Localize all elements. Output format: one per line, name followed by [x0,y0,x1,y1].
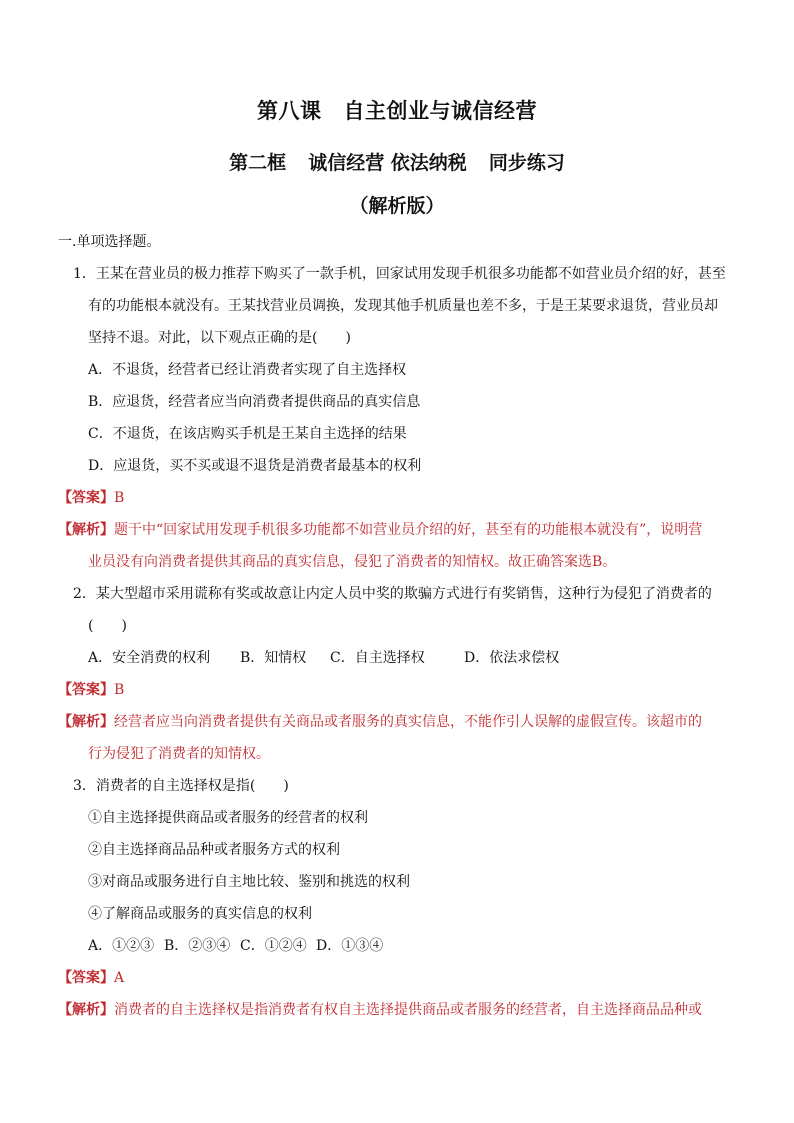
answer-label: 【答案】 [58,970,114,986]
section-name: 诚信经营 依法纳税 [308,152,467,174]
question-1-option-b: B．应退货，经营者应当向消费者提供商品的真实信息 [88,394,421,410]
question-1-stem-line-3: 坚持不退。对此，以下观点正确的是( ) [88,330,351,346]
answer-label: 【答案】 [58,682,114,698]
question-3-analysis [58,1000,702,1020]
question-3-stem: 3．消费者的自主选择权是指( ) [73,778,289,794]
question-1-option-d: D．应退货，买不买或退不退货是消费者最基本的权利 [88,458,422,474]
question-2-analysis-line-2: 行为侵犯了消费者的知情权。 [88,746,270,762]
answer-value: B [114,682,125,698]
question-3-item-1: ①自主选择提供商品或者服务的经营者的权利 [88,810,368,826]
question-1-option-a: A．不退货，经营者已经让消费者实现了自主选择权 [88,362,407,378]
question-1-option-c: C．不退货，在该店购买手机是王某自主选择的结果 [88,426,407,442]
question-3-option-a: A．①②③ [88,938,155,954]
edition-label: （解析版） [349,195,445,217]
question-2-option-b: B．知情权 [240,650,307,666]
section-title [0,148,794,175]
question-2-option-d: D．依法求偿权 [464,650,560,666]
question-1-analysis [58,520,702,540]
question-3-answer [58,968,124,988]
question-3-option-c: C．①②④ [240,938,307,954]
question-2-stem-line-2: ( ) [88,618,127,634]
question-3-options [88,936,383,956]
question-2-analysis [58,712,702,732]
question-1-analysis-line-2: 业员没有向消费者提供其商品的真实信息，侵犯了消费者的知情权。故正确答案选B。 [88,554,617,570]
section-number: 第二框 [229,152,287,174]
analysis-text: 消费者的自主选择权是指消费者有权自主选择提供商品或者服务的经营者，自主选择商品品种或 [114,1002,702,1018]
answer-value: A [114,970,125,986]
question-2-stem-line-1: 2．某大型超市采用谎称有奖或故意让内定人员中奖的欺骗方式进行有奖销售，这种行为侵犯了消费者的 [73,586,712,602]
question-3-item-4: ④了解商品或服务的真实信息的权利 [88,906,312,922]
analysis-label: 【解析】 [58,522,114,538]
answer-label: 【答案】 [58,490,114,506]
analysis-text: 经营者应当向消费者提供有关商品或者服务的真实信息，不能作引人误解的虚假宣传。该超市的 [114,714,702,730]
question-3-item-2: ②自主选择商品品种或者服务方式的权利 [88,842,340,858]
question-3-option-d: D．①③④ [316,938,384,954]
analysis-label: 【解析】 [58,714,114,730]
answer-value: B [114,490,125,506]
question-section-heading: 一.单项选择题。 [58,234,161,250]
analysis-quote: “回家试用发现手机很多功能都不如营业员介绍的好，甚至有的功能根本就没有”，说明营 [156,522,703,538]
analysis-label: 【解析】 [58,1002,114,1018]
question-2-option-c: C．自主选择权 [330,650,425,666]
lesson-title [0,95,794,125]
question-2-option-a: A．安全消费的权利 [88,650,211,666]
question-3-item-3: ③对商品或服务进行自主地比较、鉴别和挑选的权利 [88,874,410,890]
question-1-stem-line-1: 1．王某在营业员的极力推荐下购买了一款手机，回家试用发现手机很多功能都不如营业员介绍的好，甚至 [73,266,726,282]
lesson-number: 第八课 [257,98,322,123]
question-2-options [88,648,559,668]
question-2-answer [58,680,124,700]
question-1-answer [58,488,124,508]
analysis-text: 题干中 [114,522,156,538]
exercise-type: 同步练习 [488,152,565,174]
question-3-option-b: B．②③④ [164,938,231,954]
question-1-stem-line-2: 有的功能根本就没有。王某找营业员调换，发现其他手机质量也差不多，于是王某要求退货，营业员却 [88,298,718,314]
lesson-name: 自主创业与诚信经营 [343,98,537,123]
